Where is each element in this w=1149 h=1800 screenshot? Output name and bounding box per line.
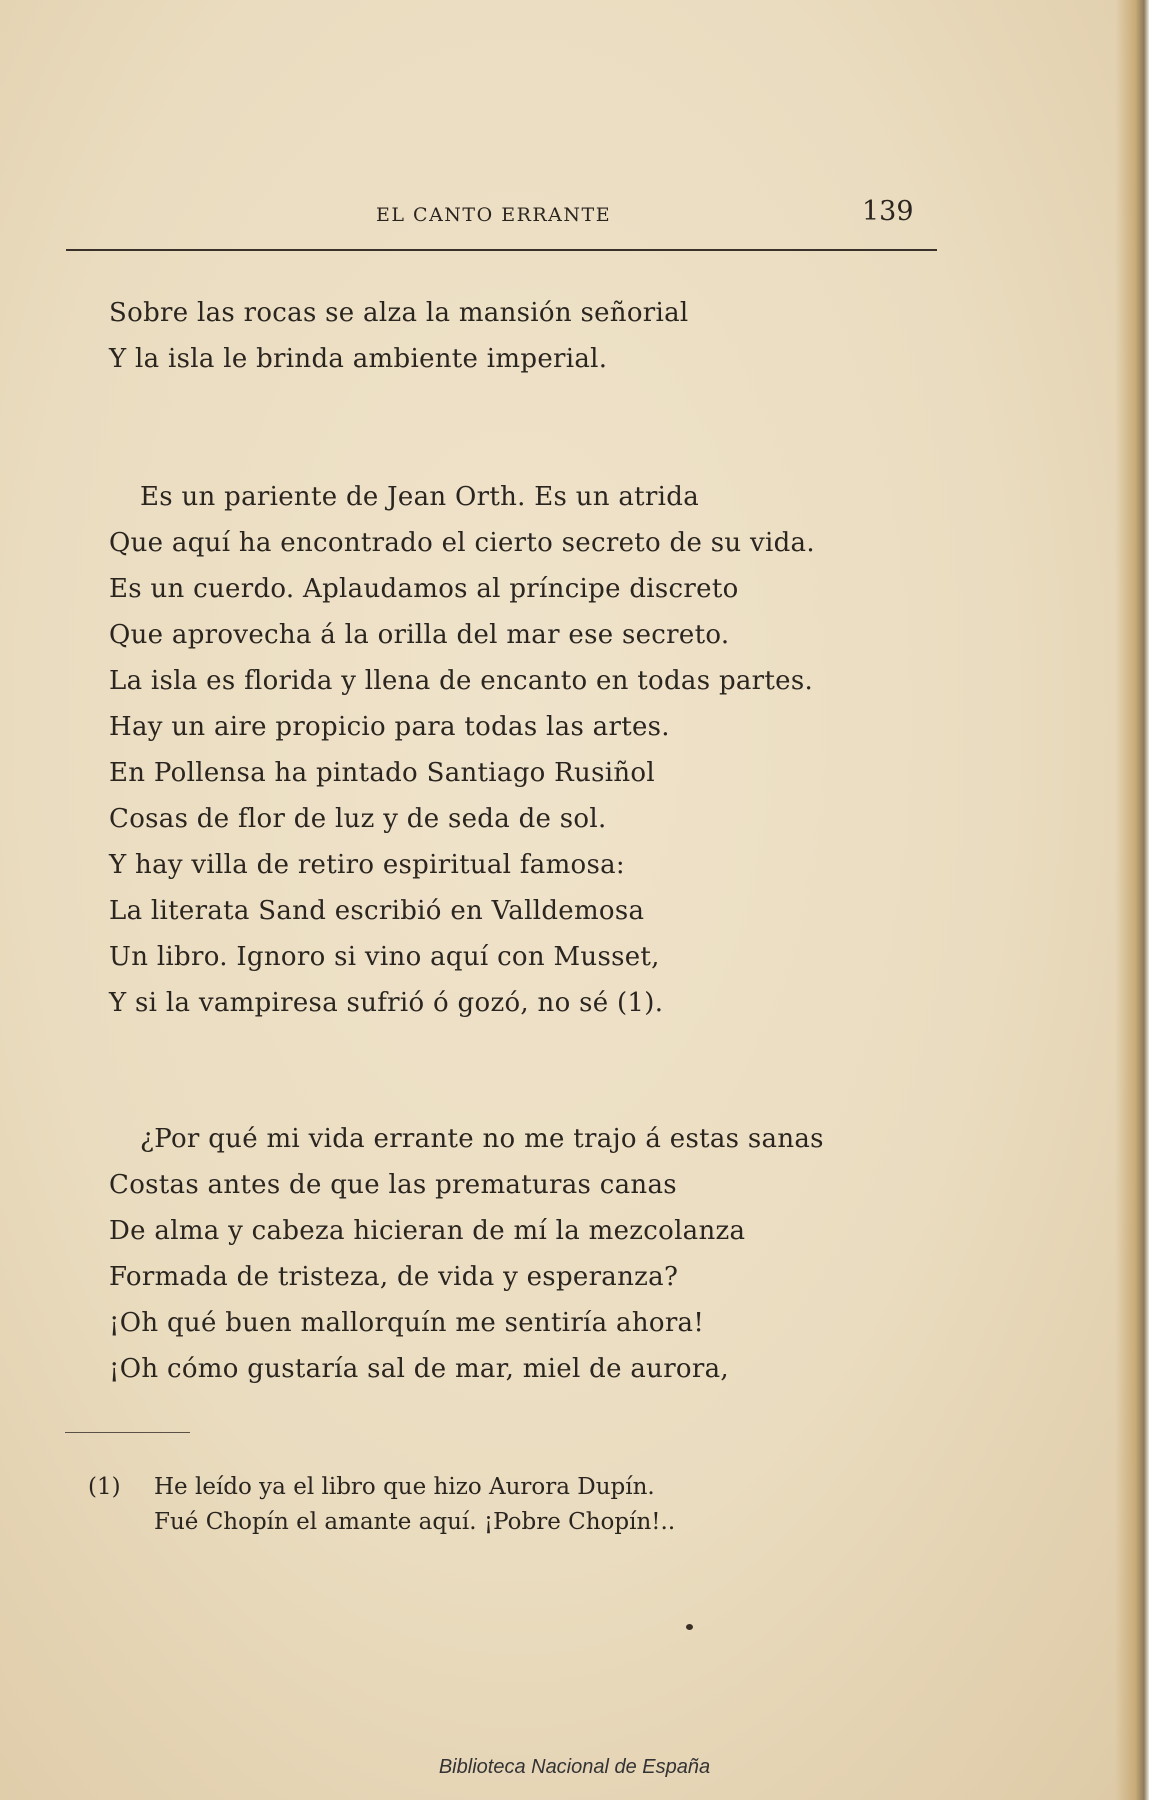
verse-line: En Pollensa ha pintado Santiago Rusiñol — [109, 758, 655, 788]
verse-line: ¡Oh qué buen mallorquín me sentiría ahora! — [109, 1308, 705, 1338]
verse-line: Que aprovecha á la orilla del mar ese secreto. — [109, 620, 730, 650]
verse-line: Cosas de flor de luz y de seda de sol. — [109, 804, 607, 834]
verse-line: La literata Sand escribió en Valldemosa — [109, 896, 645, 926]
footnote-mark: (1) — [88, 1474, 121, 1500]
verse-line: Es un cuerdo. Aplaudamos al príncipe discreto — [109, 574, 739, 604]
verse-line: Y la isla le brinda ambiente imperial. — [109, 344, 608, 374]
footnote-line: He leído ya el libro que hizo Aurora Dupín. — [154, 1474, 655, 1500]
stanza-2 — [109, 474, 815, 1026]
footnote-line: Fué Chopín el amante aquí. ¡Pobre Chopín!.. — [154, 1509, 676, 1535]
verse-line: Sobre las rocas se alza la mansión señorial — [109, 298, 689, 328]
verse-line: Y si la vampiresa sufrió ó gozó, no sé (1). — [109, 988, 664, 1018]
verse-line: ¿Por qué mi vida errante no me trajo á estas sanas — [140, 1124, 824, 1154]
stanza-1 — [109, 290, 689, 382]
watermark: Biblioteca Nacional de España — [438, 1756, 711, 1778]
page-number: 139 — [862, 196, 914, 227]
footnote-rule — [65, 1432, 190, 1433]
running-title: EL CANTO ERRANTE — [376, 204, 612, 226]
verse-line: Y hay villa de retiro espiritual famosa: — [109, 850, 625, 880]
verse-line: Costas antes de que las prematuras canas — [109, 1170, 677, 1200]
footnote — [88, 1470, 675, 1540]
verse-line: La isla es florida y llena de encanto en todas partes. — [109, 666, 814, 696]
verse-line: Que aquí ha encontrado el cierto secreto de su vida. — [109, 528, 815, 558]
verse-line: ¡Oh cómo gustaría sal de mar, miel de aurora, — [109, 1354, 729, 1384]
ink-spot — [686, 1624, 693, 1630]
verse-line: Formada de tristeza, de vida y esperanza? — [109, 1262, 679, 1292]
verse-line: De alma y cabeza hicieran de mí la mezcolanza — [109, 1216, 746, 1246]
verse-line: Es un pariente de Jean Orth. Es un atrida — [140, 482, 700, 512]
page-edge — [1115, 0, 1149, 1800]
verse-line: Hay un aire propicio para todas las artes. — [109, 712, 670, 742]
header-rule — [66, 249, 937, 251]
verse-line: Un libro. Ignoro si vino aquí con Musset, — [109, 942, 660, 972]
stanza-3 — [109, 1116, 824, 1392]
